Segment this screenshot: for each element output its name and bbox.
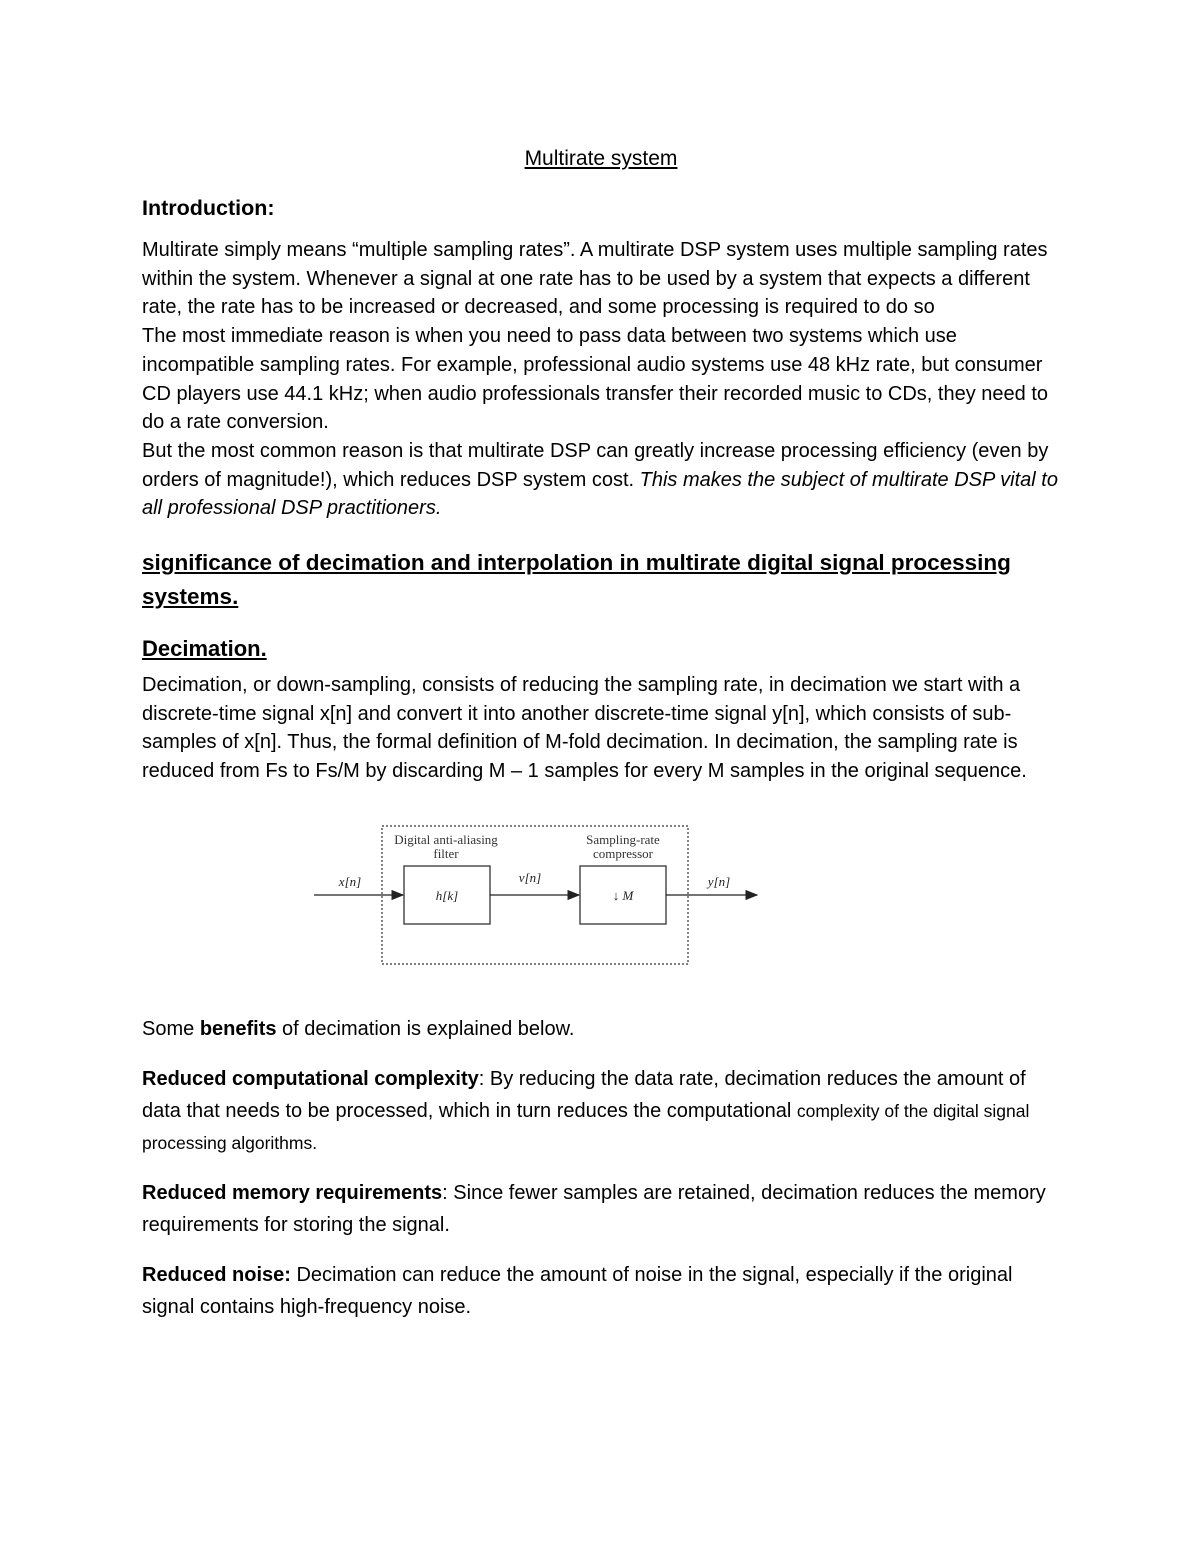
intro-paragraph-2: The most immediate reason is when you need to pass data between two systems which use incompatible sampling rates. For example, professional audio systems use 48 kHz rate, but consumer CD players use 44.1 kHz; when audio professionals transfer their recorded music to CDs, they need to do a rate conversion.	[142, 325, 1048, 434]
intro-paragraph-3-text: But the most common reason is that multirate DSP can greatly increase processing efficiency (even by orders of magnitude!), which reduces DSP system cost.	[142, 439, 1049, 491]
benefits-intro	[142, 1015, 1060, 1044]
benefit-text: : Since fewer samples are retained, decimation reduces the memory requirements for storing the signal.	[142, 1181, 1046, 1236]
benefit-text: : By reducing the data rate, decimation reduces the amount of data that needs to be processed, which in turn reduces the computational	[142, 1067, 1026, 1122]
benefits-intro-bold: benefits	[199, 1017, 277, 1040]
intro-paragraph-3	[142, 437, 1060, 523]
compressor-label-line1: Sampling-rate	[586, 831, 660, 847]
benefit-item-noise	[142, 1259, 1060, 1323]
benefits-intro-pre: Some	[142, 1017, 200, 1040]
document-body	[142, 142, 1060, 1341]
output-signal-label: y[n]	[707, 873, 731, 889]
benefit-text: Decimation can reduce the amount of noise in the signal, especially if the original signal contains high-frequency noise.	[142, 1263, 1013, 1318]
compressor-label-line2: compressor	[593, 845, 653, 861]
intro-paragraph-3-italic: This makes the subject of multirate DSP vital to all professional DSP practitioners.	[142, 468, 1058, 520]
decimation-block-diagram	[310, 818, 770, 968]
benefit-text-small: complexity of the digital signal processing algorithms.	[142, 1100, 1030, 1153]
decimation-paragraph: Decimation, or down-sampling, consists of reducing the sampling rate, in decimation we start with a discrete-time signal x[n] and convert it into another discrete-time signal y[n], which consists of sub-samples of x[n]. Thus, the formal definition of M-fold decimation. In decimation, the sampling rate is reduced from Fs to Fs/M by discarding M – 1 samples for every M samples in the original sequence.	[142, 674, 1027, 783]
significance-heading: significance of decimation and interpolation in multirate digital signal processing systems.	[142, 550, 1011, 610]
input-signal-label: x[n]	[338, 873, 362, 889]
benefit-item-memory	[142, 1177, 1060, 1241]
benefit-title: Reduced memory requirements	[142, 1181, 443, 1204]
middle-signal-label: v[n]	[518, 869, 542, 885]
compressor-block-label: ↓ M	[612, 887, 634, 903]
benefit-title: Reduced computational complexity	[142, 1067, 479, 1090]
benefit-item-computational	[142, 1063, 1060, 1159]
benefit-title: Reduced noise:	[142, 1263, 291, 1286]
decimation-diagram	[142, 818, 1060, 978]
decimation-heading: Decimation.	[142, 636, 267, 662]
filter-label-line1: Digital anti-aliasing	[394, 831, 498, 847]
filter-label-line2: filter	[433, 845, 459, 861]
intro-heading: Introduction:	[142, 196, 275, 220]
filter-block-label: h[k]	[435, 887, 459, 903]
benefits-intro-post: of decimation is explained below.	[276, 1017, 575, 1040]
intro-paragraph-1: Multirate simply means “multiple sampling rates”. A multirate DSP system uses multiple sampling rates within the system. Whenever a signal at one rate has to be used by a system that expects a different rate, the rate has to be increased or decreased, and some processing is required to do so	[142, 239, 1048, 319]
page-title: Multirate system	[524, 147, 678, 170]
